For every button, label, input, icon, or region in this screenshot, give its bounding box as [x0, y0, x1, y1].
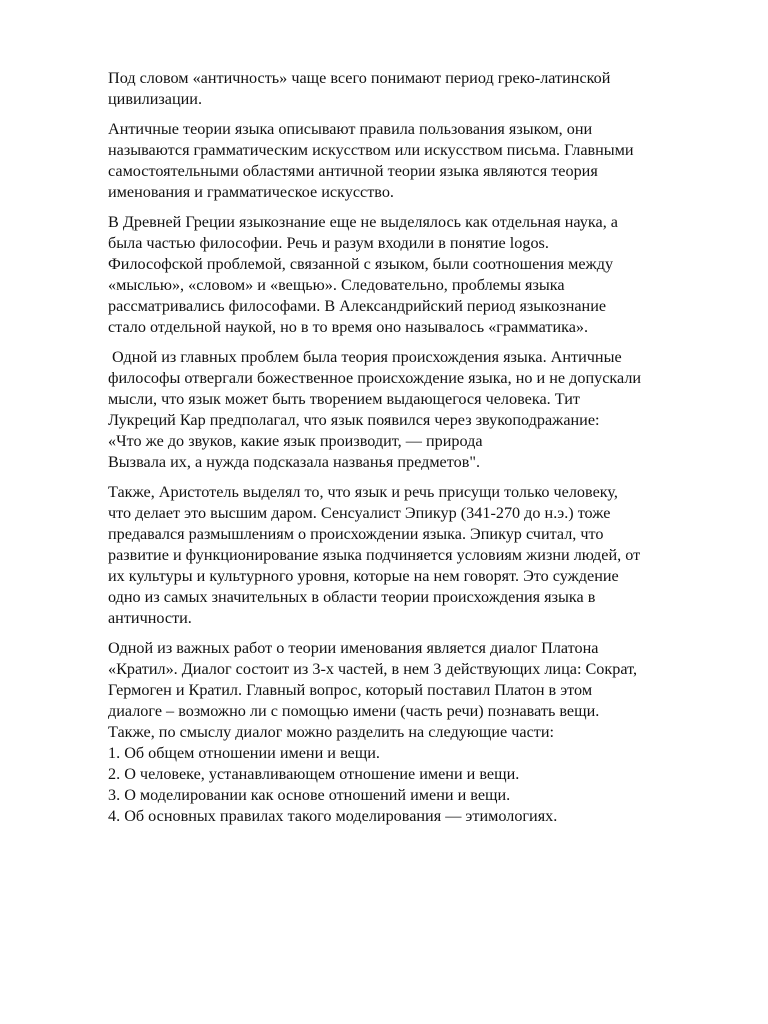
text-line: Философской проблемой, связанной с языком, были соотношения между [108, 255, 614, 273]
text-line: развитие и функционирование языка подчиняется условиям жизни людей, от [108, 546, 641, 564]
paragraph-plato-cratylus [108, 638, 728, 827]
text-line: В Древней Греции языкознание еще не выделялось как отдельная наука, а [108, 213, 618, 231]
text-line: диалоге – возможно ли с помощью имени (часть речи) познавать вещи. [108, 702, 600, 720]
text-line: предавался размышлениям о происхождении языка. Эпикур считал, что [108, 525, 604, 543]
text-line: «мыслью», «словом» и «вещью». Следовательно, проблемы языка [108, 276, 565, 294]
text-line: Гермоген и Кратил. Главный вопрос, который поставил Платон в этом [108, 681, 593, 699]
text-line: самостоятельными областями античной теории языка являются теория [108, 162, 598, 180]
text-line: была частью философии. Речь и разум входили в понятие logos. [108, 234, 549, 252]
document-page [108, 68, 728, 836]
paragraph-language-origin [108, 347, 728, 473]
paragraph-ancient-theories [108, 119, 728, 203]
text-line: их культуры и культурного уровня, которые на нем говорят. Это суждение [108, 567, 619, 585]
list-item: 3. О моделировании как основе отношений имени и вещи. [108, 786, 511, 804]
text-line: Одной из главных проблем была теория происхождения языка. Античные [108, 348, 622, 366]
list-item: 1. Об общем отношении имени и вещи. [108, 744, 380, 762]
text-line: называются грамматическим искусством или искусством письма. Главными [108, 141, 634, 159]
paragraph-ancient-greece [108, 212, 728, 338]
text-line: рассматривались философами. В Александрийский период языкознание [108, 297, 607, 315]
text-line: Также, Аристотель выделял то, что язык и речь присущи только человеку, [108, 483, 618, 501]
text-line: Под словом «античность» чаще всего понимают период греко-латинской [108, 69, 611, 87]
text-line: античности. [108, 609, 192, 627]
text-line: «Кратил». Диалог состоит из 3-х частей, в нем 3 действующих лица: Сократ, [108, 660, 638, 678]
text-line: «Что же до звуков, какие язык производит, — природа [108, 432, 483, 450]
text-line: что делает это высшим даром. Сенсуалист Эпикур (341-270 до н.э.) тоже [108, 504, 611, 522]
text-line: цивилизации. [108, 90, 202, 108]
text-line: Вызвала их, а нужда подсказала названья предметов". [108, 453, 480, 471]
text-line: Одной из важных работ о теории именования является диалог Платона [108, 639, 599, 657]
text-line: одно из самых значительных в области теории происхождения языка в [108, 588, 596, 606]
list-item: 2. О человеке, устанавливающем отношение имени и вещи. [108, 765, 520, 783]
paragraph-aristotle-epicurus [108, 482, 728, 629]
list-item: 4. Об основных правилах такого моделирования — этимологиях. [108, 807, 558, 825]
text-line: стало отдельной наукой, но в то время оно называлось «грамматика». [108, 318, 589, 336]
text-line: Также, по смыслу диалог можно разделить на следующие части: [108, 723, 555, 741]
text-line: именования и грамматическое искусство. [108, 183, 394, 201]
paragraph-antiquity-definition [108, 68, 728, 110]
text-line: мысли, что язык может быть творением выдающегося человека. Тит [108, 390, 580, 408]
text-line: философы отвергали божественное происхождение языка, но и не допускали [108, 369, 642, 387]
text-line: Лукреций Кар предполагал, что язык появился через звукоподражание: [108, 411, 600, 429]
text-line: Античные теории языка описывают правила пользования языком, они [108, 120, 593, 138]
